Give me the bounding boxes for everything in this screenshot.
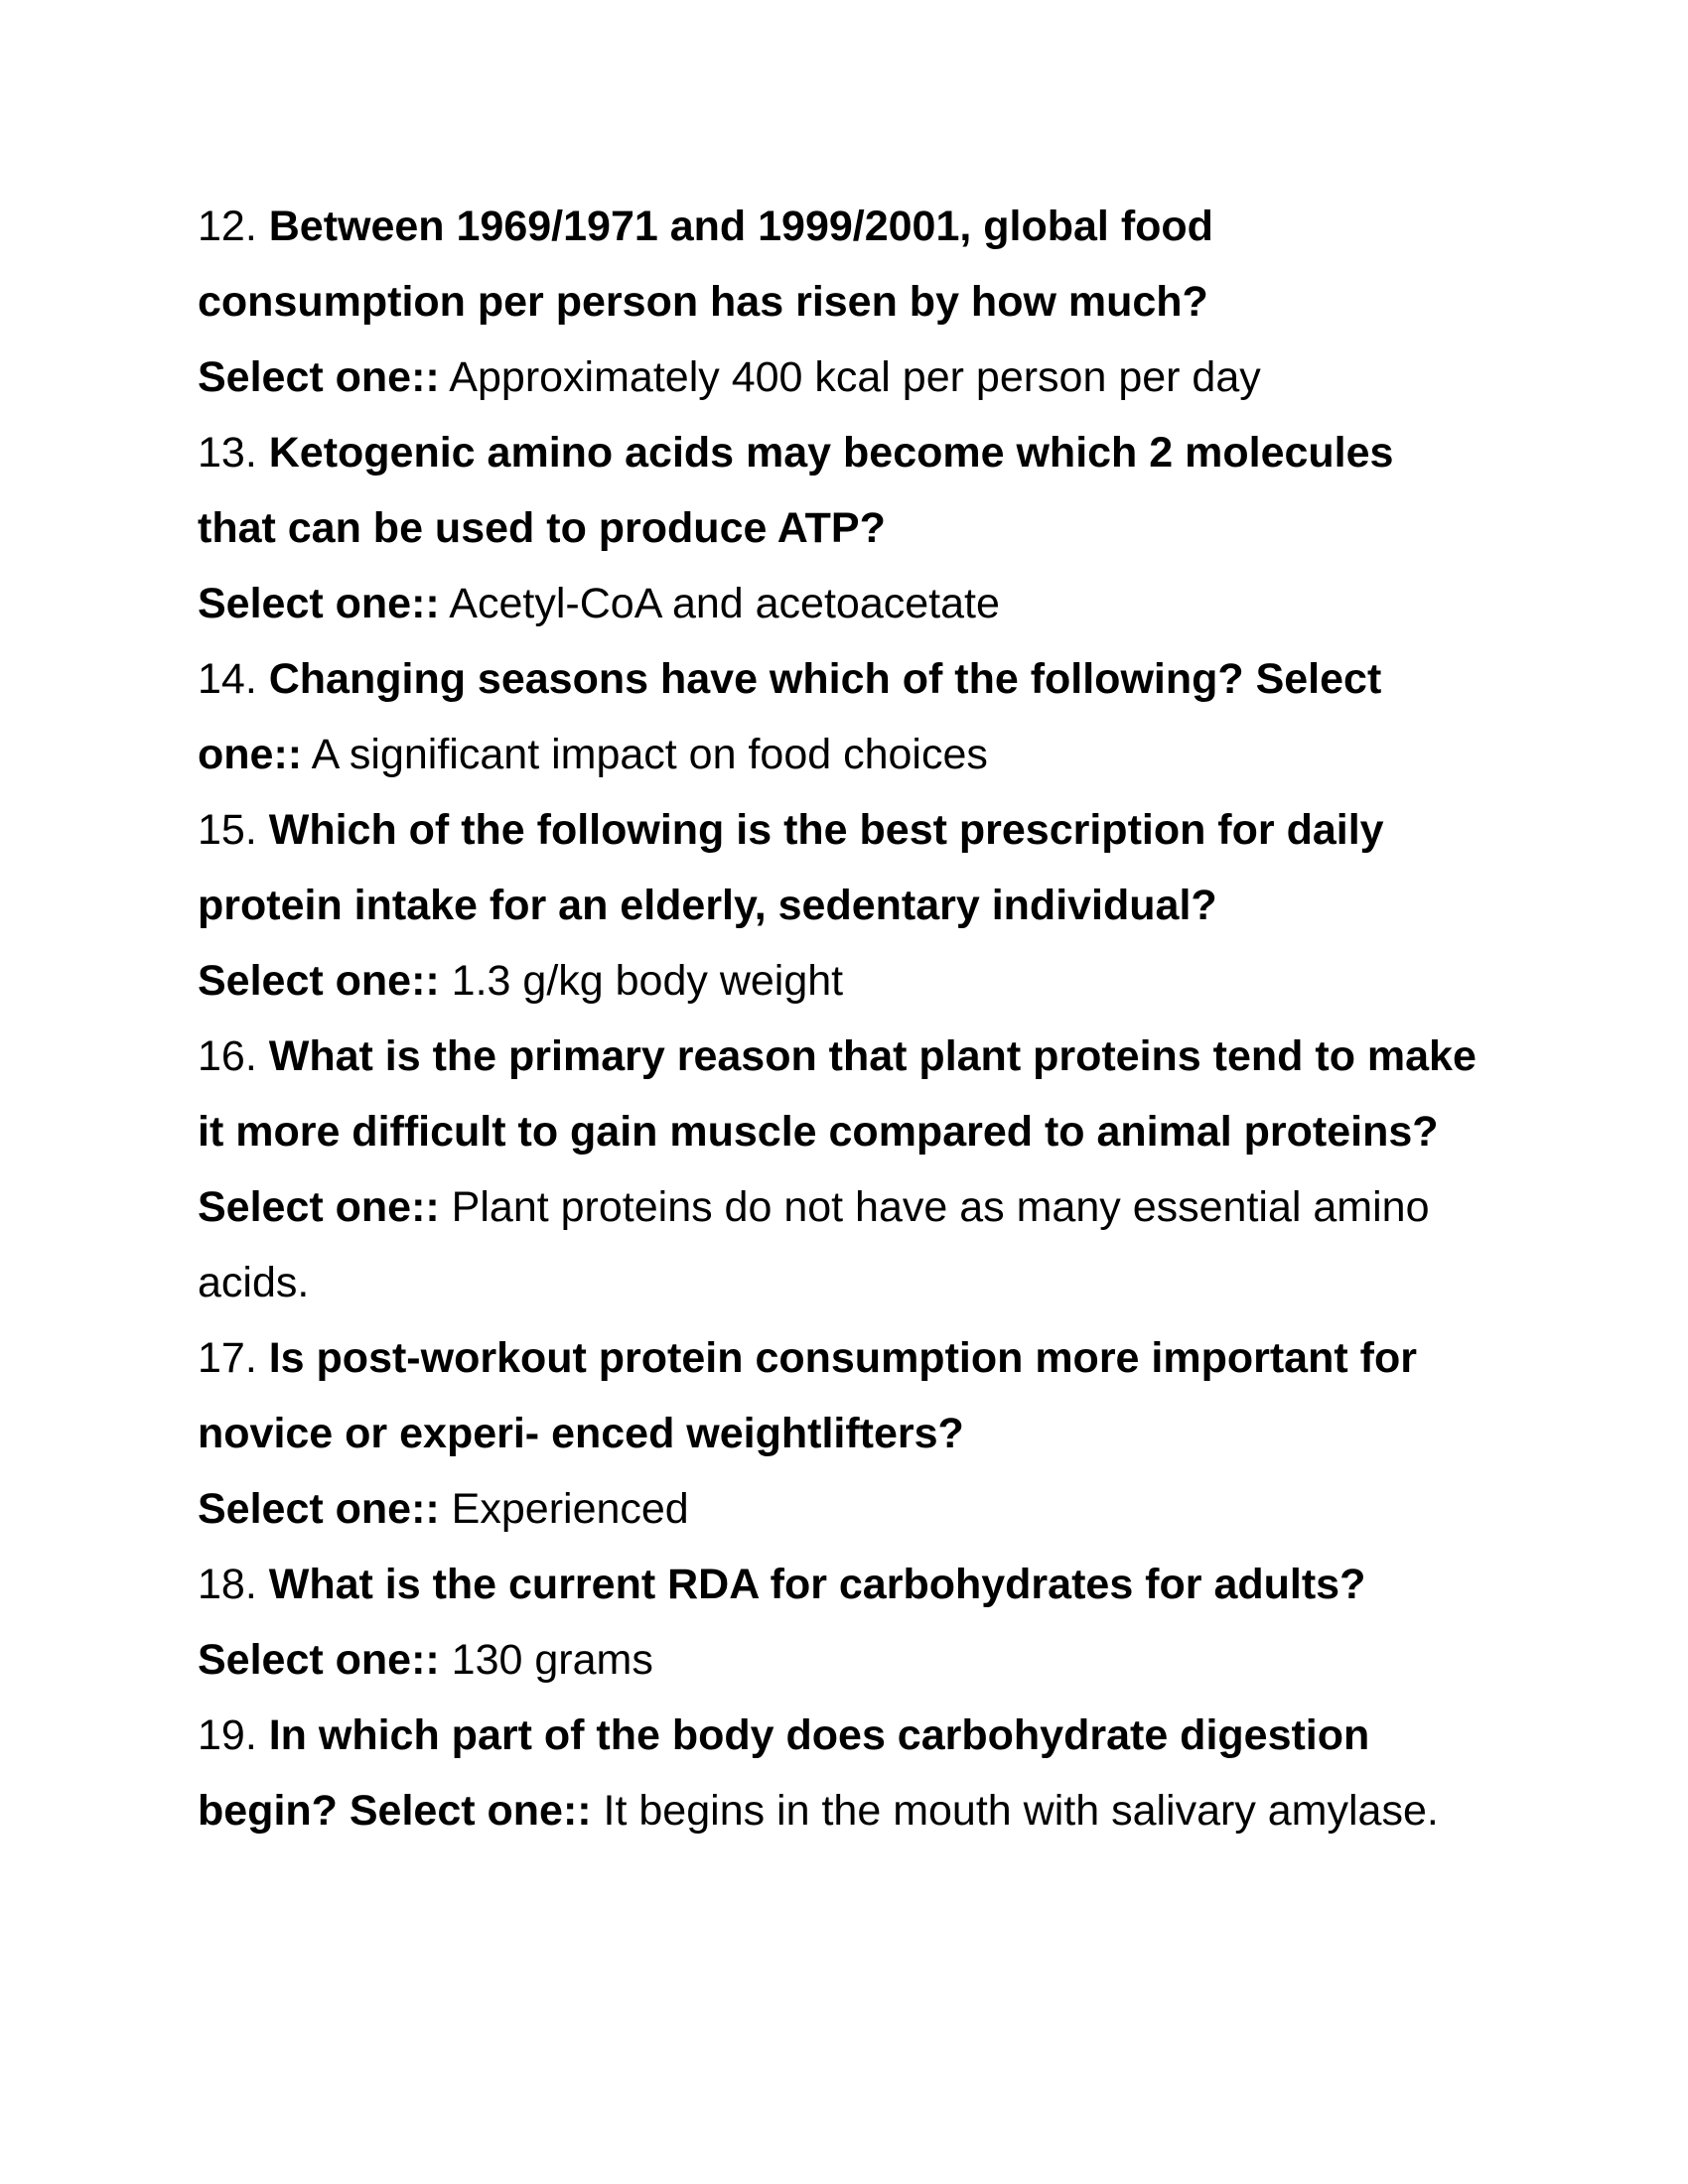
question-text: begin? Select one::: [198, 1787, 592, 1835]
question-line: [198, 1773, 1508, 1848]
question-line: [198, 1019, 1508, 1094]
question-number: 17.: [198, 1334, 269, 1382]
question-line: [198, 717, 1508, 792]
question-line: [198, 1547, 1508, 1622]
question-text: consumption per person has risen by how much?: [198, 278, 1208, 326]
question-text: novice or experi- enced weightlifters?: [198, 1410, 964, 1457]
answer-text: Experienced: [439, 1485, 689, 1533]
question-line: [198, 1396, 1508, 1471]
question-line: [198, 1094, 1508, 1169]
question-line: [198, 792, 1508, 868]
question-line: [198, 1320, 1508, 1396]
question-line: [198, 566, 1508, 641]
select-one-label: Select one::: [198, 580, 440, 627]
question-text: What is the primary reason that plant proteins tend to make: [268, 1032, 1477, 1080]
question-line: [198, 1471, 1508, 1547]
question-15: [198, 792, 1508, 1019]
question-line: [198, 1169, 1508, 1245]
question-text: Is post-workout protein consumption more important for: [268, 1334, 1417, 1382]
answer-text: A significant impact on food choices: [302, 731, 988, 778]
document-page: [198, 189, 1508, 1848]
question-line: [198, 641, 1508, 717]
question-12: [198, 189, 1508, 415]
question-text: that can be used to produce ATP?: [198, 504, 886, 552]
question-number: 19.: [198, 1711, 269, 1759]
select-one-label: Select one::: [198, 1183, 440, 1231]
question-line: [198, 1622, 1508, 1698]
question-text: protein intake for an elderly, sedentary individual?: [198, 882, 1217, 929]
select-one-label: Select one::: [198, 957, 440, 1005]
question-text: Between 1969/1971 and 1999/2001, global food: [268, 203, 1213, 250]
answer-text: Approximately 400 kcal per person per day: [439, 353, 1261, 401]
question-number: 14.: [198, 655, 269, 703]
question-text: In which part of the body does carbohydrate digestion: [268, 1711, 1370, 1759]
question-number: 12.: [198, 203, 269, 250]
question-line: [198, 264, 1508, 340]
question-13: [198, 415, 1508, 641]
question-line: [198, 868, 1508, 943]
question-line: [198, 340, 1508, 415]
question-line: [198, 943, 1508, 1019]
question-line: [198, 189, 1508, 264]
select-one-label: Select one::: [198, 353, 440, 401]
question-number: 15.: [198, 806, 269, 854]
answer-text: 130 grams: [439, 1636, 653, 1684]
select-one-label: one::: [198, 731, 303, 778]
question-number: 13.: [198, 429, 269, 477]
answer-text: acids.: [198, 1259, 310, 1306]
question-line: [198, 1698, 1508, 1773]
question-line: [198, 1245, 1508, 1320]
question-text: Ketogenic amino acids may become which 2 molecules: [268, 429, 1394, 477]
question-18: [198, 1547, 1508, 1698]
question-17: [198, 1320, 1508, 1547]
question-number: 18.: [198, 1561, 269, 1608]
answer-text: 1.3 g/kg body weight: [439, 957, 844, 1005]
select-one-label: Select one::: [198, 1636, 440, 1684]
question-text: it more difficult to gain muscle compared to animal proteins?: [198, 1108, 1439, 1156]
select-one-label: Select one::: [198, 1485, 440, 1533]
question-19: [198, 1698, 1508, 1848]
answer-text: It begins in the mouth with salivary amylase.: [591, 1787, 1439, 1835]
question-text: Changing seasons have which of the following? Select: [268, 655, 1382, 703]
answer-text: Plant proteins do not have as many essential amino: [439, 1183, 1430, 1231]
question-16: [198, 1019, 1508, 1320]
question-number: 16.: [198, 1032, 269, 1080]
question-14: [198, 641, 1508, 792]
question-text: Which of the following is the best prescription for daily: [268, 806, 1384, 854]
question-line: [198, 415, 1508, 490]
question-text: What is the current RDA for carbohydrates for adults?: [268, 1561, 1366, 1608]
answer-text: Acetyl-CoA and acetoacetate: [439, 580, 1000, 627]
question-line: [198, 490, 1508, 566]
